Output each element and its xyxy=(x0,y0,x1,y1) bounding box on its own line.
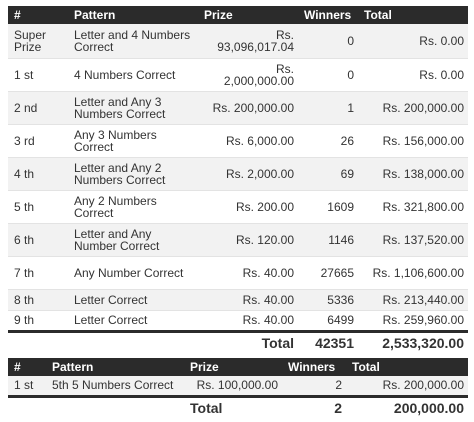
cell-rank: 3 rd xyxy=(8,124,68,157)
total-winners: 42351 xyxy=(298,331,358,353)
total-label: Total xyxy=(198,331,298,353)
cell-pattern: Any 3 Numbers Correct xyxy=(68,124,198,157)
cell-winners: 1146 xyxy=(298,223,358,256)
table-row xyxy=(8,124,468,157)
table-row xyxy=(8,58,468,91)
header-pattern: Pattern xyxy=(46,358,184,376)
cell-rank: 7 th xyxy=(8,256,68,289)
cell-winners: 6499 xyxy=(298,310,358,331)
cell-prize: Rs. 6,000.00 xyxy=(198,124,298,157)
cell-pattern: 5th 5 Numbers Correct xyxy=(46,376,184,396)
cell-winners: 1609 xyxy=(298,190,358,223)
header-prize: Prize xyxy=(184,358,282,376)
header-rank: # xyxy=(8,6,68,24)
cell-total: Rs. 156,000.00 xyxy=(358,124,468,157)
table-row xyxy=(8,223,468,256)
total-row xyxy=(8,396,468,418)
cell-rank: 6 th xyxy=(8,223,68,256)
prize-table-special xyxy=(8,358,468,418)
cell-pattern: Letter and Any 3 Numbers Correct xyxy=(68,91,198,124)
cell-pattern: Letter Correct xyxy=(68,289,198,310)
cell-pattern: Letter and Any 2 Numbers Correct xyxy=(68,157,198,190)
cell-winners: 5336 xyxy=(298,289,358,310)
table-row xyxy=(8,289,468,310)
cell-winners: 0 xyxy=(298,58,358,91)
cell-prize: Rs. 93,096,017.04 xyxy=(198,24,298,58)
cell-prize: Rs. 120.00 xyxy=(198,223,298,256)
cell-rank: 4 th xyxy=(8,157,68,190)
table-row xyxy=(8,24,468,58)
cell-total: Rs. 200,000.00 xyxy=(358,91,468,124)
cell-total: Rs. 200,000.00 xyxy=(346,376,468,396)
header-total: Total xyxy=(346,358,468,376)
cell-rank: 5 th xyxy=(8,190,68,223)
header-total: Total xyxy=(358,6,468,24)
table-row xyxy=(8,190,468,223)
cell-prize: Rs. 100,000.00 xyxy=(184,376,282,396)
cell-rank: 1 st xyxy=(8,58,68,91)
cell-total: Rs. 259,960.00 xyxy=(358,310,468,331)
cell-winners: 0 xyxy=(298,24,358,58)
cell-rank: 2 nd xyxy=(8,91,68,124)
header-winners: Winners xyxy=(298,6,358,24)
table-header-row xyxy=(8,358,468,376)
cell-rank: 9 th xyxy=(8,310,68,331)
table-header-row xyxy=(8,6,468,24)
table-row xyxy=(8,310,468,331)
total-amount: 200,000.00 xyxy=(346,396,468,418)
header-rank: # xyxy=(8,358,46,376)
table-row xyxy=(8,157,468,190)
cell-prize: Rs. 200.00 xyxy=(198,190,298,223)
cell-prize: Rs. 40.00 xyxy=(198,289,298,310)
header-winners: Winners xyxy=(282,358,346,376)
cell-rank: 1 st xyxy=(8,376,46,396)
table-row xyxy=(8,256,468,289)
cell-winners: 27665 xyxy=(298,256,358,289)
header-pattern: Pattern xyxy=(68,6,198,24)
cell-pattern: Any Number Correct xyxy=(68,256,198,289)
cell-winners: 2 xyxy=(282,376,346,396)
cell-total: Rs. 137,520.00 xyxy=(358,223,468,256)
cell-prize: Rs. 2,000,000.00 xyxy=(198,58,298,91)
cell-total: Rs. 1,106,600.00 xyxy=(358,256,468,289)
cell-pattern: Letter and 4 Numbers Correct xyxy=(68,24,198,58)
cell-prize: Rs. 40.00 xyxy=(198,256,298,289)
table-row xyxy=(8,376,468,396)
cell-total: Rs. 213,440.00 xyxy=(358,289,468,310)
cell-prize: Rs. 2,000.00 xyxy=(198,157,298,190)
total-amount: 2,533,320.00 xyxy=(358,331,468,353)
total-row xyxy=(8,331,468,353)
cell-pattern: 4 Numbers Correct xyxy=(68,58,198,91)
total-label: Total xyxy=(184,396,282,418)
total-winners: 2 xyxy=(282,396,346,418)
cell-prize: Rs. 200,000.00 xyxy=(198,91,298,124)
cell-winners: 26 xyxy=(298,124,358,157)
table-row xyxy=(8,91,468,124)
cell-total: Rs. 0.00 xyxy=(358,58,468,91)
cell-total: Rs. 138,000.00 xyxy=(358,157,468,190)
cell-winners: 1 xyxy=(298,91,358,124)
cell-winners: 69 xyxy=(298,157,358,190)
header-prize: Prize xyxy=(198,6,298,24)
cell-total: Rs. 321,800.00 xyxy=(358,190,468,223)
prize-table-main xyxy=(8,6,468,353)
cell-pattern: Letter and Any Number Correct xyxy=(68,223,198,256)
cell-pattern: Any 2 Numbers Correct xyxy=(68,190,198,223)
cell-rank: 8 th xyxy=(8,289,68,310)
cell-total: Rs. 0.00 xyxy=(358,24,468,58)
cell-prize: Rs. 40.00 xyxy=(198,310,298,331)
cell-pattern: Letter Correct xyxy=(68,310,198,331)
cell-rank: Super Prize xyxy=(8,24,68,58)
